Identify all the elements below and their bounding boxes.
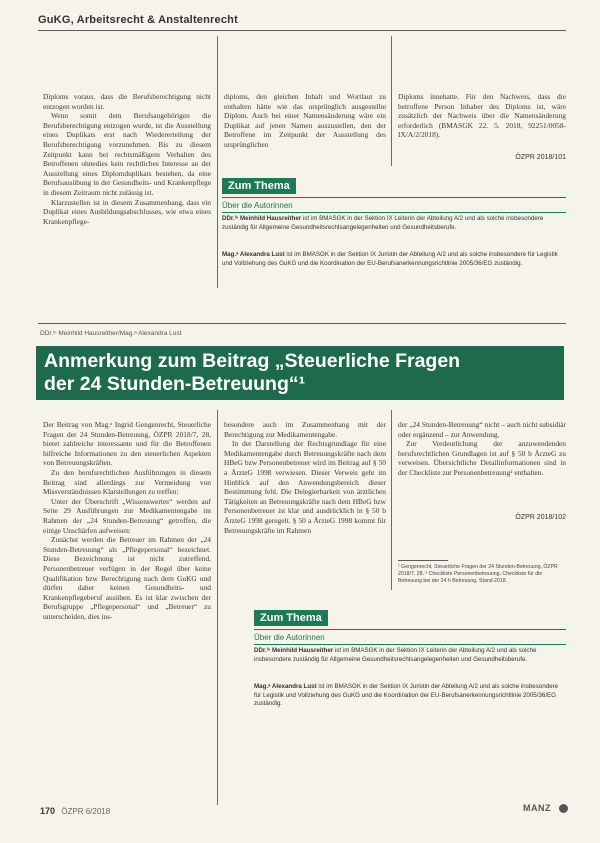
- author-bio-text: ist im BMASGK in der Sektion IX Leiterin der Abteilung A/2 und als solche insbesondere zuständig für Allgemeine Gesundheitsrechtsangelegenheiten und Gesundheitsberufe.: [254, 647, 537, 663]
- paragraph: Unter der Überschrift „Wissenswertes“ werden auf Seite 29 Ausführungen zur Medikamentengabe im Rahmen der „24 Stunden-Betreuung“ getroffen, die einige Unschärfen aufweisen:: [43, 496, 211, 535]
- paragraph: In der Darstellung der Rechtsgrundlage für eine Medikamentengabe durch Betreuungskräfte nach dem HBeG bzw Personenbetreuer wird im Beitrag auf § 50 a ÄrzteG 1998 verwiesen. Dieser Verweis geht im Hinblick auf den Anwendungsbereich dieser Bestimmung fehl. Die Delegierbarkeit von ärztlichen Tätigkeiten an Betreuungskräfte nach dem HBeG bzw Personenbetreuer ist klar und ausdrücklich in § 50 b ÄrzteG 1998 geregelt. § 50 a ÄrzteG 1998 kommt für Betreuungskräfte im Rahmen: [224, 439, 386, 535]
- paragraph: Klarzustellen ist in diesem Zusammenhang, dass ein Duplikat eines Ausbildungsabschlusses, wie etwa eines Krankenpflege-: [43, 197, 211, 226]
- author-bio-2: [222, 251, 566, 268]
- top-column-1: [43, 92, 211, 226]
- about-authors-heading: Über die Autorinnen: [254, 633, 325, 642]
- article-title-line-2: der 24 Stunden-Betreuung“¹: [44, 373, 306, 395]
- zum-thema-heading: Zum Thema: [222, 178, 296, 194]
- article-column-3: [398, 420, 566, 478]
- author-name: Mag.ᵃ Alexandra Lust: [222, 251, 285, 258]
- top-column-3: [398, 92, 566, 140]
- paragraph: Zunächst werden die Betreuer im Rahmen der „24 Stunden-Betreuung“ als „Pflegepersonal“ bezeichnet. Diese Bezeichnung ist nicht zutreffend. Personenbetreuer verfügen in der Regel über keine Qualifikation bzw Berechtigung nach dem GuKG und dürfen daher keinen Gesundheits- und Krankenpflegeberuf ausüben. Es ist klar zwischen der Berufsgruppe „Pflegepersonal“ und „Betreuer“ zu unterscheiden, dies ins-: [43, 535, 211, 621]
- article-title: [36, 346, 564, 400]
- page-footer: [40, 806, 110, 816]
- paragraph: Zur Verdeutlichung der anzuwendenden berufsrechtlichen Grundlagen ist auf § 50 b ÄrzteG zu verweisen. Übersichtliche Detailinformationen sind in der Checkliste zur Personenbetreuung² enthalten.: [398, 439, 566, 477]
- author-bio-text: ist im BMASGK in der Sektion IX Juristin der Abteilung A/2 und als solche insbesondere für Legistik und Vollziehung des GuKG und die Koordination der EU-Berufsanerkennungsrichtlinie 2005/36/EG zuständig.: [254, 683, 559, 708]
- section-header-title: GuKG, Arbeitsrecht & Anstaltenrecht: [38, 14, 238, 26]
- paragraph: Wenn somit dem Berufsangehörigen die Berufsberechtigung entzogen wurde, ist die Ausstellung eines Duplikats erst nach Wiedererteilung der Berufsberechtigung vorzunehmen. Bis zu diesem Zeitpunkt kann bei rechtsmäßigem Verhalten des Betroffenen ohnedies kein rechtliches Interesse an der Ausstellung eines Diplomduplikats bestehen, da eine Berufsausübung in der Gesundheits- und Krankenpflege in diesem Zeitraum nicht zulässig ist.: [43, 111, 211, 197]
- column-divider: [391, 36, 392, 166]
- author-name: DDr.ⁱⁿ Meinhild Hausreither: [222, 215, 302, 222]
- paragraph: der „24 Stunden-Betreuung“ nicht – auch nicht subsidiär oder ergänzend – zur Anwendung.: [398, 420, 566, 439]
- paragraph: Zu den berufsrechtlichen Ausführungen in diesem Beitrag sind allerdings zur Vermeidung von Missverständnissen Klarstellungen zu treffen:: [43, 467, 211, 497]
- about-authors-rule: [254, 644, 566, 645]
- author-bio-2: [254, 683, 566, 709]
- journal-issue: ÖZPR 6/2018: [61, 807, 111, 816]
- article-reference: ÖZPR 2018/102: [515, 514, 566, 521]
- paragraph: Der Beitrag von Mag.ᵃ Ingrid Gengenrecht, Steuerliche Fragen der 24 Stunden-Betreuung, ÖZPR 2018/7, 28, bietet zahlreiche interessante und für die Betroffenen hilfreiche Informationen zu den steuerlichen Aspekten von Betreuungskräften.: [43, 420, 211, 468]
- article-column-1: [43, 420, 211, 621]
- footnote: ¹ Gengenrecht, Steuerliche Fragen der 24 Stunden-Betreuung, ÖZPR 2018/7, 28. ² Checkliste Personenbetreuung, Checkliste für die Betreuung bei der 24 h Betreuung, Stand 2018.: [398, 564, 558, 584]
- publisher-logo-icon: [559, 804, 568, 813]
- publisher-logo: MANZ: [523, 803, 551, 813]
- zum-thema-heading: Zum Thema: [254, 610, 328, 626]
- paragraph: besondere auch im Zusammenhang mit der Berechtigung zur Medikamentengabe.: [224, 420, 386, 439]
- article-column-2: [224, 420, 386, 535]
- column-divider: [391, 410, 392, 590]
- paragraph: Diploms innehatte. Für den Nachweis, dass die betroffene Person Inhaber des Diploms ist, wäre zusätzlich der Nachweis über die Namensänderung erforderlich (BMASGK 22. 5. 2018, 92251/0058-IX/A/2/2018).: [398, 92, 566, 140]
- article-byline: DDr.ⁱⁿ Meinhild Hausreither/Mag.ᵃ Alexandra Lust: [40, 330, 182, 337]
- paragraph: diploms, den gleichen Inhalt und Wortlaut zu enthalten hätte wie das ursprünglich ausgestellte Diplom. Auch bei einer Namensänderung wäre ein Duplikat auf jenen Namen auszustellen, den der Betroffene im Zeitpunkt der Ausstellung des ursprünglichen: [224, 92, 386, 149]
- author-bio-1: [254, 647, 566, 664]
- zum-thema-rule: [254, 629, 566, 630]
- about-authors-heading: Über die Autorinnen: [222, 201, 293, 210]
- author-name: Mag.ᵃ Alexandra Lust: [254, 683, 317, 690]
- article-reference: ÖZPR 2018/101: [515, 154, 566, 161]
- author-bio-text: ist im BMASGK in der Sektion IX Juristin der Abteilung A/2 und als solche insbesondere für Legistik und Vollziehung des GuKG und die Koordination der EU-Berufsanerkennungsrichtlinie 2005/36/EG zuständig.: [222, 251, 558, 267]
- page-number: 170: [40, 806, 56, 816]
- author-bio-1: [222, 215, 566, 232]
- footnote-rule: [398, 560, 448, 561]
- top-column-2: [224, 92, 386, 150]
- column-divider: [217, 410, 218, 805]
- header-rule: [38, 30, 566, 31]
- column-divider: [217, 36, 218, 288]
- about-authors-rule: [222, 212, 566, 213]
- zum-thema-rule: [222, 197, 566, 198]
- article-rule: [38, 323, 566, 324]
- author-bio-text: ist im BMASGK in der Sektion IX Leiterin der Abteilung A/2 und als solche insbesondere zuständig für Allgemeine Gesundheitsrechtsangelegenheiten und Gesundheitsberufe.: [222, 215, 544, 231]
- article-title-line-1: Anmerkung zum Beitrag „Steuerliche Fragen: [44, 350, 461, 372]
- paragraph: Diploms voraus, dass die Berufsberechtigung nicht entzogen worden ist.: [43, 92, 211, 111]
- author-name: DDr.ⁱⁿ Meinhild Hausreither: [254, 647, 334, 654]
